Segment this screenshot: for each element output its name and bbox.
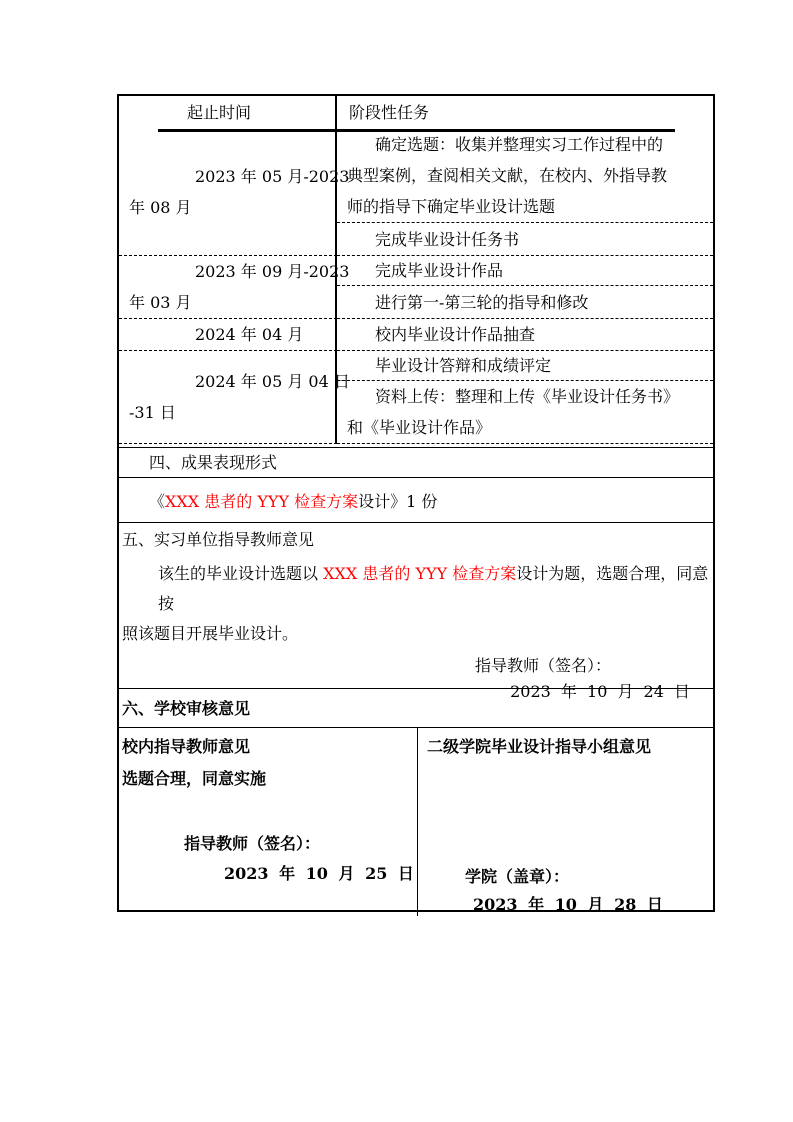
task-cell-4b [337, 381, 713, 444]
time-cell-1 [119, 129, 350, 256]
section-four-title: 四、成果表现形式 [119, 448, 713, 478]
task-line: 毕业设计答辩和成绩评定 [375, 356, 552, 375]
time-cell-4 [119, 351, 350, 444]
deliverable-topic-highlight: XXX 患者的 YYY 检查方案 [165, 491, 359, 511]
internal-supervisor-comment: 选题合理，同意实施 [122, 769, 267, 788]
task-cell-2a [337, 256, 713, 286]
supervisor-comment-line1 [119, 559, 713, 619]
task-cell-1b [337, 223, 713, 256]
comment-topic-highlight: XXX 患者的 YYY 检查方案 [323, 564, 517, 583]
approval-form-table [117, 94, 715, 912]
time-line: -31 日 [129, 403, 176, 422]
task-cell-2b [337, 286, 713, 319]
task-cell-3 [337, 319, 713, 351]
phases-schedule-section [119, 96, 713, 448]
signature-date: 2023 年 10 月 24 日 [510, 682, 690, 701]
column-header-task-label: 阶段性任务 [349, 103, 430, 122]
supervisor-comment-line2: 照该题目开展毕业设计。 [122, 624, 299, 643]
internal-supervisor-title: 校内指导教师意见 [122, 737, 251, 756]
task-cell-4a [337, 351, 713, 381]
time-line: 2023 年 05 月-2023 [195, 167, 350, 186]
signature-date: 2023 年 10 月 25 日 [224, 864, 414, 883]
task-line: 校内毕业设计作品抽查 [375, 325, 536, 344]
stamp-label: 学院（盖章）： [465, 867, 570, 886]
time-line: 年 03 月 [129, 293, 192, 312]
section-four-content [119, 478, 713, 523]
task-line: 和《毕业设计作品》 [347, 418, 492, 437]
task-line: 完成毕业设计任务书 [375, 229, 520, 249]
section-six-columns [119, 728, 713, 916]
task-line: 典型案例，查阅相关文献，在校内、外指导教 [347, 166, 668, 185]
task-line: 资料上传：整理和上传《毕业设计任务书》 [375, 387, 680, 406]
time-cell-3 [119, 319, 337, 351]
column-header-task [337, 96, 713, 129]
time-line: 2023 年 09 月-2023 [195, 262, 350, 281]
comment-post: 设计为题，选题合理，同意按 [158, 564, 709, 613]
college-group-cell [418, 728, 713, 916]
time-line: 2024 年 04 月 [195, 325, 304, 344]
deliverable-pre: 《 [149, 491, 166, 511]
comment-pre: 该生的毕业设计选题以 [158, 564, 324, 583]
task-cell-1a [337, 129, 713, 223]
column-header-time-label: 起止时间 [187, 103, 252, 122]
stamp-date: 2023 年 10 月 28 日 [473, 895, 663, 914]
phases-schedule-table [119, 96, 713, 444]
section-five-title: 五、实习单位指导教师意见 [122, 530, 315, 549]
college-group-title: 二级学院毕业设计指导小组意见 [427, 737, 652, 756]
section-five [119, 529, 713, 701]
task-line: 确定选题：收集并整理实习工作过程中的 [375, 135, 664, 154]
time-line: 2024 年 05 月 04 日 [195, 372, 350, 391]
section-six-title: 六、学校审核意见 [119, 689, 713, 728]
task-line: 进行第一-第三轮的指导和修改 [375, 292, 589, 312]
internal-supervisor-cell [119, 728, 418, 916]
signature-label: 指导教师（签名）： [474, 656, 611, 675]
header-underline [158, 129, 675, 132]
task-line: 完成毕业设计作品 [375, 261, 504, 280]
time-cell-2 [119, 256, 350, 319]
time-line: 年 08 月 [129, 198, 192, 217]
deliverable-post: 设计》1 份 [358, 491, 438, 511]
signature-label: 指导教师（签名）： [184, 834, 321, 853]
task-line: 师的指导下确定毕业设计选题 [347, 197, 556, 216]
column-header-time [119, 96, 337, 129]
